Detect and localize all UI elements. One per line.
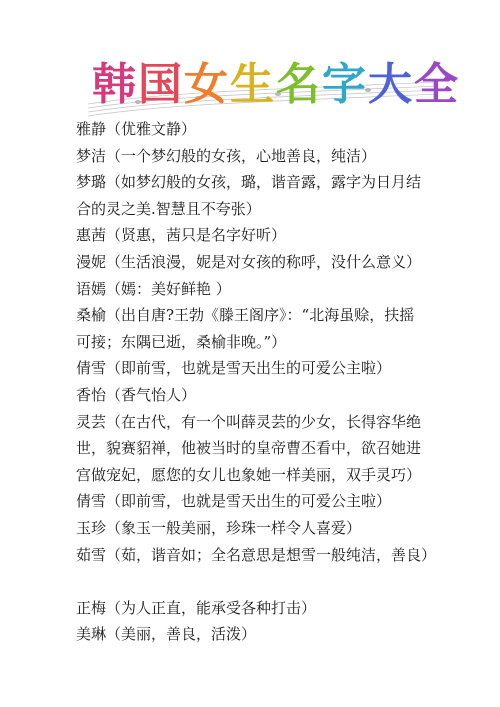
name-entry-line: 美琳（美丽，善良，活泼） — [76, 625, 257, 644]
name-entry-line: 合的灵之美.智慧且不夸张） — [76, 199, 261, 218]
name-entry-line: 灵芸（在古代，有一个叫薛灵芸的少女，长得容华绝 — [76, 412, 422, 431]
name-entry-line: 桑榆（出自唐?王勃《滕王阁序》：“北海虽赊，扶摇 — [76, 306, 415, 325]
name-entry-line: 香怡（香气怡人） — [76, 385, 197, 404]
title-char: 韩 — [92, 59, 136, 110]
title-banner — [78, 52, 458, 118]
name-entry-line: 语嫣（嫣：美好鲜艳 ） — [76, 279, 231, 298]
name-entry-line: 可接；东隅已逝，桑榆非晚。”） — [76, 332, 287, 351]
name-entry-line: 梦洁（一个梦幻般的女孩，心地善良，纯洁） — [76, 146, 377, 165]
name-entry-line: 正梅（为人正直，能承受各种打击） — [76, 598, 317, 617]
name-entry-line: 世，貌赛貂禅，他被当时的皇帝曹丕看中，欲召她进 — [76, 439, 422, 458]
name-entry-line: 玉珍（象玉一般美丽，珍珠一样令人喜爱） — [76, 518, 362, 537]
title-char: 女 — [184, 59, 228, 110]
name-entry-line: 倩雪（即前雪，也就是雪天出生的可爱公主啦） — [76, 492, 392, 511]
title-char: 字 — [322, 59, 366, 110]
name-entry-line: 漫妮（生活浪漫，妮是对女孩的称呼，没什么意义） — [76, 252, 422, 271]
title-char: 全 — [414, 59, 458, 110]
page-title — [92, 58, 460, 112]
name-entry-line: 茹雪（茹，谐音如；全名意思是想雪一般纯洁，善良） — [76, 545, 437, 564]
name-entry-line: 雅静（优雅文静） — [76, 120, 197, 138]
name-entry-line: 倩雪（即前雪，也就是雪天出生的可爱公主啦） — [76, 359, 392, 378]
names-list — [76, 116, 436, 648]
blank-line — [76, 568, 436, 595]
title-char: 国 — [138, 59, 182, 110]
title-char: 大 — [368, 59, 412, 110]
name-entry-line: 梦璐（如梦幻般的女孩，璐，谐音露，露字为日月结 — [76, 173, 422, 192]
title-char: 生 — [230, 59, 274, 110]
title-char: 名 — [276, 59, 320, 110]
name-entry-line: 宫做宠妃，愿您的女儿也象她一样美丽，双手灵巧） — [76, 465, 422, 484]
name-entry-line: 惠茜（贤惠，茜只是名字好听） — [76, 226, 287, 245]
